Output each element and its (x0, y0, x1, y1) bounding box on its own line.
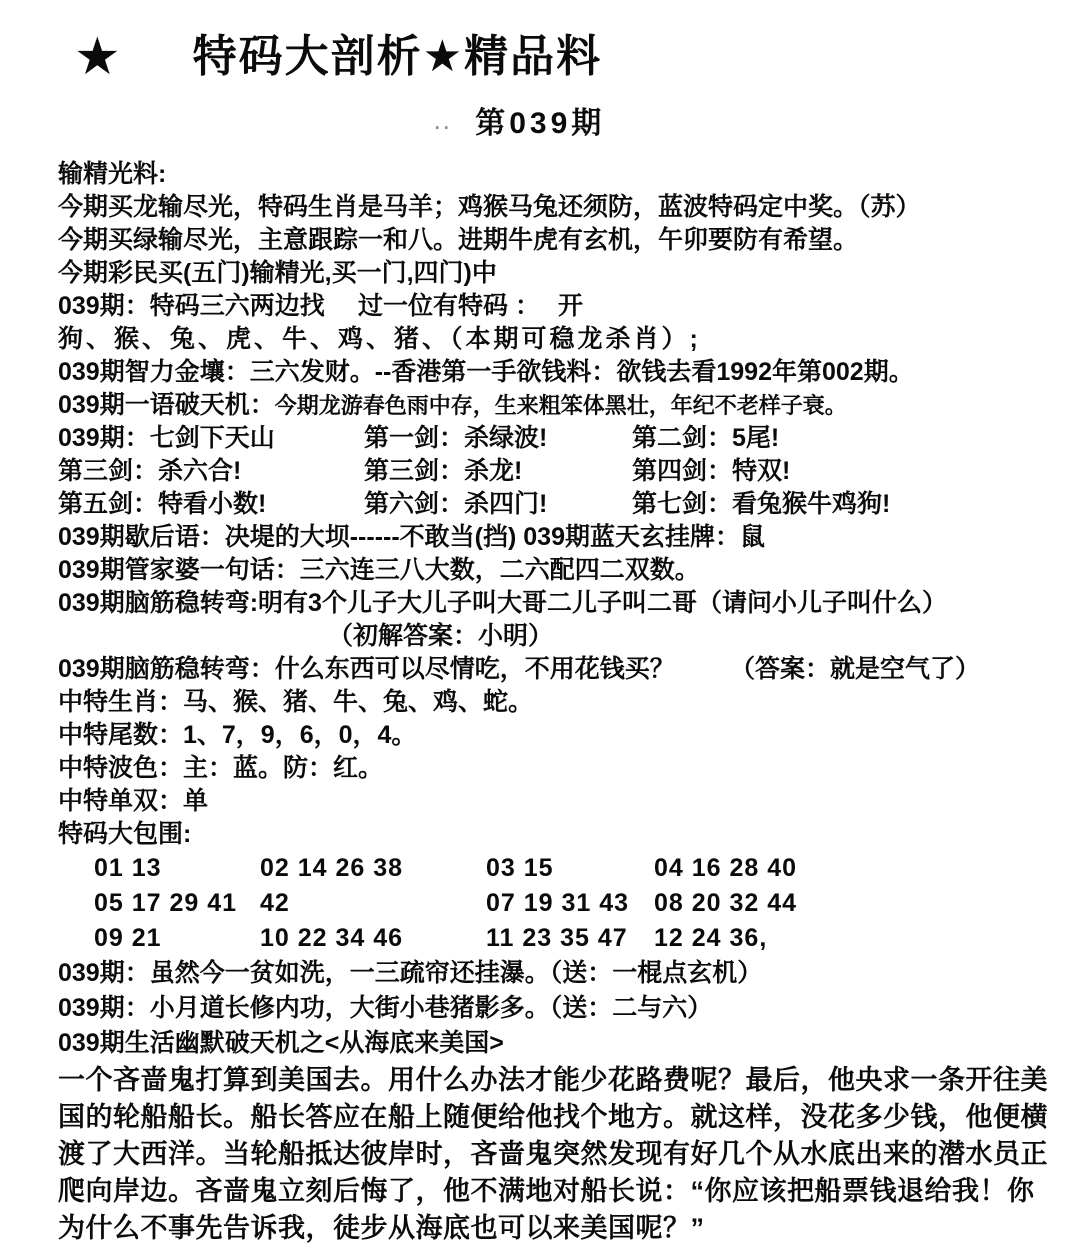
baowei-row-2 (58, 886, 1050, 921)
baowei-cell: 12 24 36, (654, 924, 768, 952)
sword-cell: 第一剑：杀绿波! (364, 424, 548, 452)
star-icon: ★ (74, 28, 121, 86)
tip-seg-a: 039期：特码三六两边找 (58, 292, 325, 320)
baowei-cell: 05 17 29 41 (94, 889, 238, 917)
guanjiapo-line: 039期管家婆一句话：三六连三八大数，二六配四二双数。 (58, 556, 700, 584)
sword-cell: 第七剑：看兔猴牛鸡狗! (632, 490, 891, 518)
issue-number: 第039期 (475, 107, 606, 140)
baowei-cell: 09 21 (94, 924, 162, 952)
intro-line-3: 今期彩民买(五门)输精光,买一门,四门)中 (58, 259, 497, 287)
zhongte-wave-color: 中特波色：主：蓝。防：红。 (58, 754, 384, 782)
baowei-row-3 (58, 921, 1050, 956)
xiehouyu-line: 039期歇后语：决堤的大坝------不敢当(挡) 039期蓝天玄挂牌：鼠 (58, 523, 765, 551)
baowei-cell: 01 13 (94, 854, 162, 882)
baowei-cell: 11 23 35 47 (486, 924, 628, 952)
dots-artifact: .. (434, 113, 453, 133)
gold-soil-line: 039期智力金壤：三六发财。--香港第一手欲钱料：欲钱去看1992年第002期。 (58, 358, 914, 386)
secret-label: 039期一语破天机： (58, 391, 275, 419)
footer-tip-1: 039期：虽然今一贫如洗，一三疏帘还挂瀑。（送：一棍点玄机） (58, 959, 763, 987)
secret-line (58, 389, 1050, 422)
intro-line-1: 今期买龙输尽光，特码生肖是马羊；鸡猴马兔还须防，蓝波特码定中奖。（苏） (58, 193, 921, 221)
footer-tip-2: 039期：小月道长修内功，大街小巷猪影多。（送：二与六） (58, 994, 713, 1022)
secret-text: 今期龙游春色雨中存，生来粗笨体黑壮，年纪不老样子衰。 (274, 393, 847, 418)
brain-teaser-1: 039期脑筋稳转弯:明有3个儿子大儿子叫大哥二儿子叫二哥（请问小儿子叫什么） (58, 589, 947, 617)
zhongte-tail-numbers: 中特尾数：1、7，9，6，0，4。 (58, 721, 417, 749)
baowei-cell: 08 20 32 44 (654, 889, 798, 917)
sword-cell: 039期：七剑下天山 (58, 424, 275, 452)
sword-cell: 第三剑：杀六合! (58, 457, 242, 485)
intro-line-2: 今期买绿输尽光，主意跟踪一和八。进期牛虎有玄机，午卯要防有希望。 (58, 226, 859, 254)
baowei-cell: 02 14 26 38 (260, 854, 404, 882)
zodiac-kill-line: 狗、猴、兔、虎、牛、鸡、猪、（本期可稳龙杀肖）; (58, 325, 701, 353)
sheet-body (58, 158, 1050, 1247)
header (58, 26, 1050, 88)
baowei-cell: 03 15 (486, 854, 554, 882)
footer-tip-3: 039期生活幽默破天机之<从海底来美国> (58, 1029, 504, 1057)
brain-teaser-2: 039期脑筋稳转弯：什么东西可以尽情吃，不用花钱买？ (58, 655, 675, 683)
baowei-label: 特码大包围: (58, 820, 192, 848)
brain-teaser-2-line (58, 653, 1050, 686)
baowei-row-1 (58, 851, 1050, 886)
issue-row (24, 102, 1016, 144)
sword-cell: 第六剑：杀四门! (364, 490, 548, 518)
sword-cell: 第二剑：5尾! (632, 424, 780, 452)
sword-cell: 第三剑：杀龙! (364, 457, 523, 485)
page-title: 特码大剖析★精品料 (192, 32, 603, 81)
brain-teaser-1-answer: （初解答案：小明） (328, 622, 554, 650)
sword-cell: 第五剑：特看小数! (58, 490, 267, 518)
tip-seg-c: 开 (558, 292, 584, 320)
brain-teaser-2-answer: （答案：就是空气了） (730, 655, 981, 683)
humor-story-paragraph: 一个吝啬鬼打算到美国去。用什么办法才能少花路费呢？最后，他央求一条开往美国的轮船船长。船长答应在船上随便给他找个地方。就这样，没花多少钱，他便横渡了大西洋。当轮船抵达彼岸时，吝啬鬼突然发现有好几个从水底出来的潜水员正爬向岸边。吝啬鬼立刻后悔了，他不满地对船长说：“你应该把船票钱退给我！你为什么不事先告诉我，徒步从海底也可以来美国呢？” (58, 1065, 1048, 1243)
baowei-cell: 04 16 28 40 (654, 854, 798, 882)
tip-line-special-code (58, 290, 1050, 323)
sword-row-1 (58, 422, 1050, 455)
baowei-cell: 07 19 31 43 (486, 889, 630, 917)
tip-seg-b: 过一位有特码 ： (358, 292, 540, 320)
intro-label: 输精光料: (58, 160, 167, 188)
zhongte-odd-even: 中特单双：单 (58, 787, 209, 815)
sword-row-2 (58, 455, 1050, 488)
sword-row-3 (58, 488, 1050, 521)
zhongte-zodiac: 中特生肖：马、猴、猪、牛、兔、鸡、蛇。 (58, 688, 534, 716)
baowei-cell: 42 (260, 889, 290, 917)
baowei-cell: 10 22 34 46 (260, 924, 404, 952)
sword-cell: 第四剑：特双! (632, 457, 791, 485)
